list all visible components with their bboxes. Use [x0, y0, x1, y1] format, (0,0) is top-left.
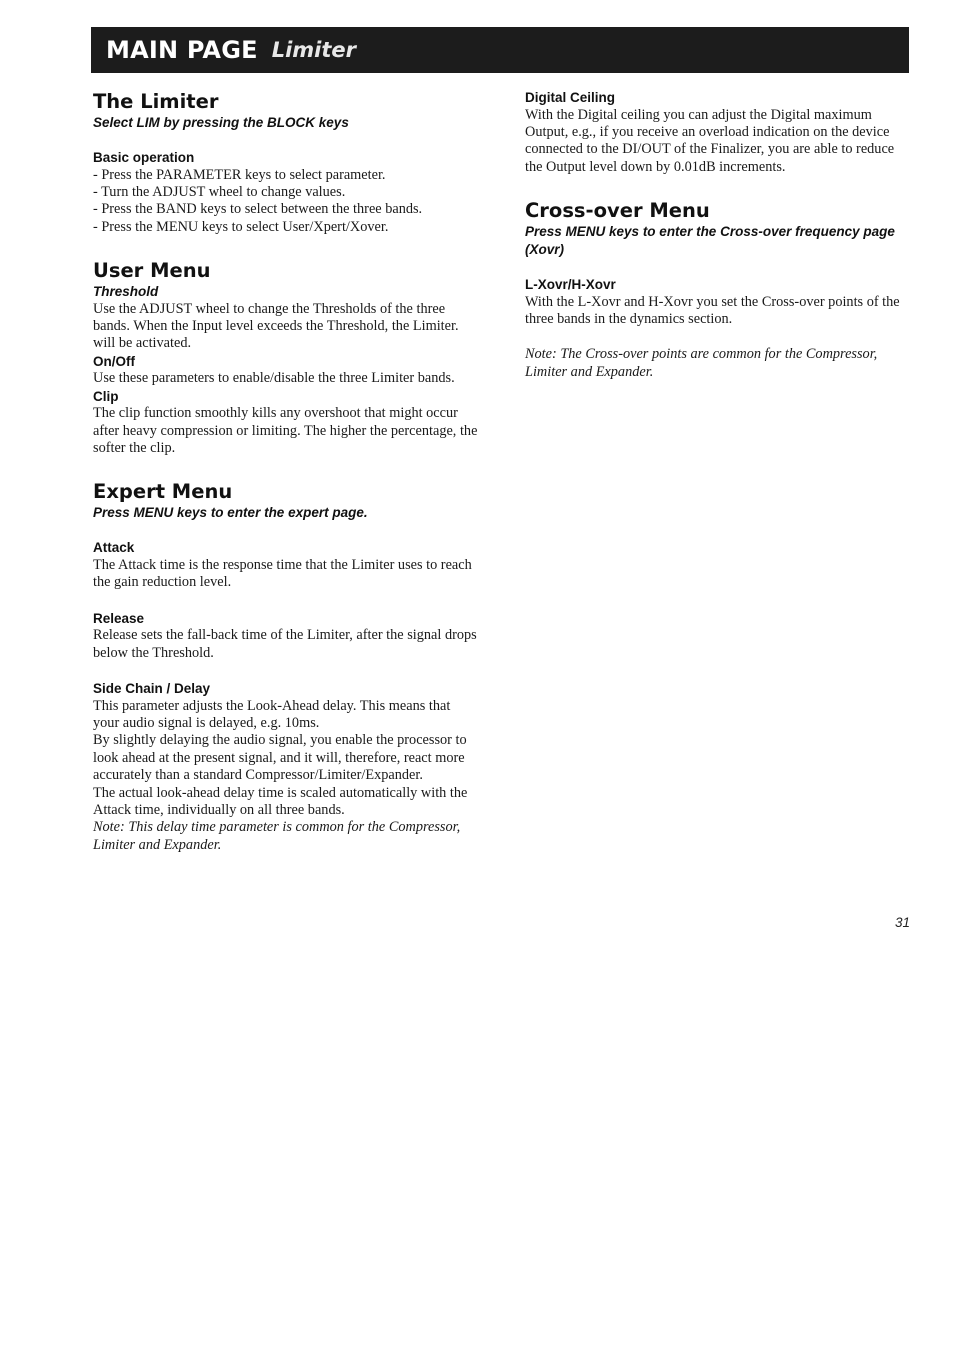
paragraph-clip: The clip function smoothly kills any overshoot that might occur after heavy compression or limiting. The higher the percentage, the softer the clip.	[93, 405, 478, 457]
subheading-basic-operation: Basic operation	[93, 150, 195, 165]
header-subtitle: Limiter	[271, 38, 356, 62]
paragraph-digital-ceiling: With the Digital ceiling you can adjust the Digital maximum Output, e.g., if you receive an overload indication on the device connected to the DI/OUT of the Finalizer, you are able to reduce the Output level down by 0.01dB increments.	[525, 106, 895, 175]
subheading-on-off: On/Off	[93, 353, 135, 369]
paragraph-threshold: Use the ADJUST wheel to change the Thresholds of the three bands. When the Input level exceeds the Threshold, the Limiter. will be activated.	[93, 300, 459, 352]
section-expert-menu	[93, 479, 478, 854]
paragraph-on-off: Use these parameters to enable/disable the three Limiter bands.	[93, 370, 455, 387]
lead-expert-menu: Press MENU keys to enter the expert page.	[93, 505, 368, 521]
basic-item: - Press the PARAMETER keys to select parameter.	[93, 166, 386, 183]
basic-item: - Press the BAND keys to select between the three bands.	[93, 201, 423, 218]
basic-item: - Press the MENU keys to select User/Xpert/Xover.	[93, 218, 389, 235]
subheading-release: Release	[93, 610, 145, 626]
paragraph-side-chain-2: By slightly delaying the audio signal, you enable the processor to look ahead at the present signal, and it will, therefore, react more accurately than a standard Compressor/Limiter/Expander.	[93, 732, 467, 784]
subheading-clip: Clip	[93, 388, 119, 404]
note-side-chain: Note: This delay time parameter is common for the Compressor, Limiter and Expander.	[93, 819, 461, 853]
section-digital-ceiling	[525, 89, 913, 176]
left-column	[93, 89, 478, 854]
subheading-l-xovr-h-xovr: L-Xovr/H-Xovr	[525, 277, 616, 293]
paragraph-release: Release sets the fall-back time of the Limiter, after the signal drops below the Threshold.	[93, 627, 477, 661]
lead-cross-over-menu: Press MENU keys to enter the Cross-over frequency page (Xovr)	[525, 224, 895, 258]
page-number: 31	[894, 915, 910, 930]
section-user-menu	[93, 258, 478, 457]
heading-the-limiter: The Limiter	[93, 90, 219, 113]
paragraph-xovr: With the L-Xovr and H-Xovr you set the Cross-over points of the three bands in the dynamics section.	[525, 293, 900, 328]
section-the-limiter	[93, 89, 478, 236]
paragraph-side-chain-1: This parameter adjusts the Look-Ahead delay. This means that your audio signal is delayed, e.g. 10ms.	[93, 697, 451, 731]
note-cross-over: Note: The Cross-over points are common for the Compressor, Limiter and Expander.	[525, 346, 878, 380]
header-title: MAIN PAGE	[106, 36, 258, 64]
page-header-bar	[91, 27, 909, 73]
subheading-side-chain-delay: Side Chain / Delay	[93, 681, 211, 697]
section-cross-over-menu	[525, 198, 913, 381]
subheading-threshold: Threshold	[93, 284, 159, 300]
heading-user-menu: User Menu	[93, 259, 211, 283]
subheading-attack: Attack	[93, 540, 135, 556]
heading-cross-over-menu: Cross-over Menu	[525, 199, 710, 223]
right-column	[525, 89, 913, 381]
basic-item: - Turn the ADJUST wheel to change values.	[93, 183, 346, 200]
subheading-digital-ceiling: Digital Ceiling	[525, 90, 616, 105]
paragraph-side-chain-3: The actual look-ahead delay time is scaled automatically with the Attack time, individually on all three bands.	[93, 784, 468, 819]
heading-expert-menu: Expert Menu	[93, 480, 233, 504]
paragraph-attack: The Attack time is the response time that the Limiter uses to reach the gain reduction level.	[93, 556, 472, 591]
lead-the-limiter: Select LIM by pressing the BLOCK keys	[93, 115, 349, 130]
